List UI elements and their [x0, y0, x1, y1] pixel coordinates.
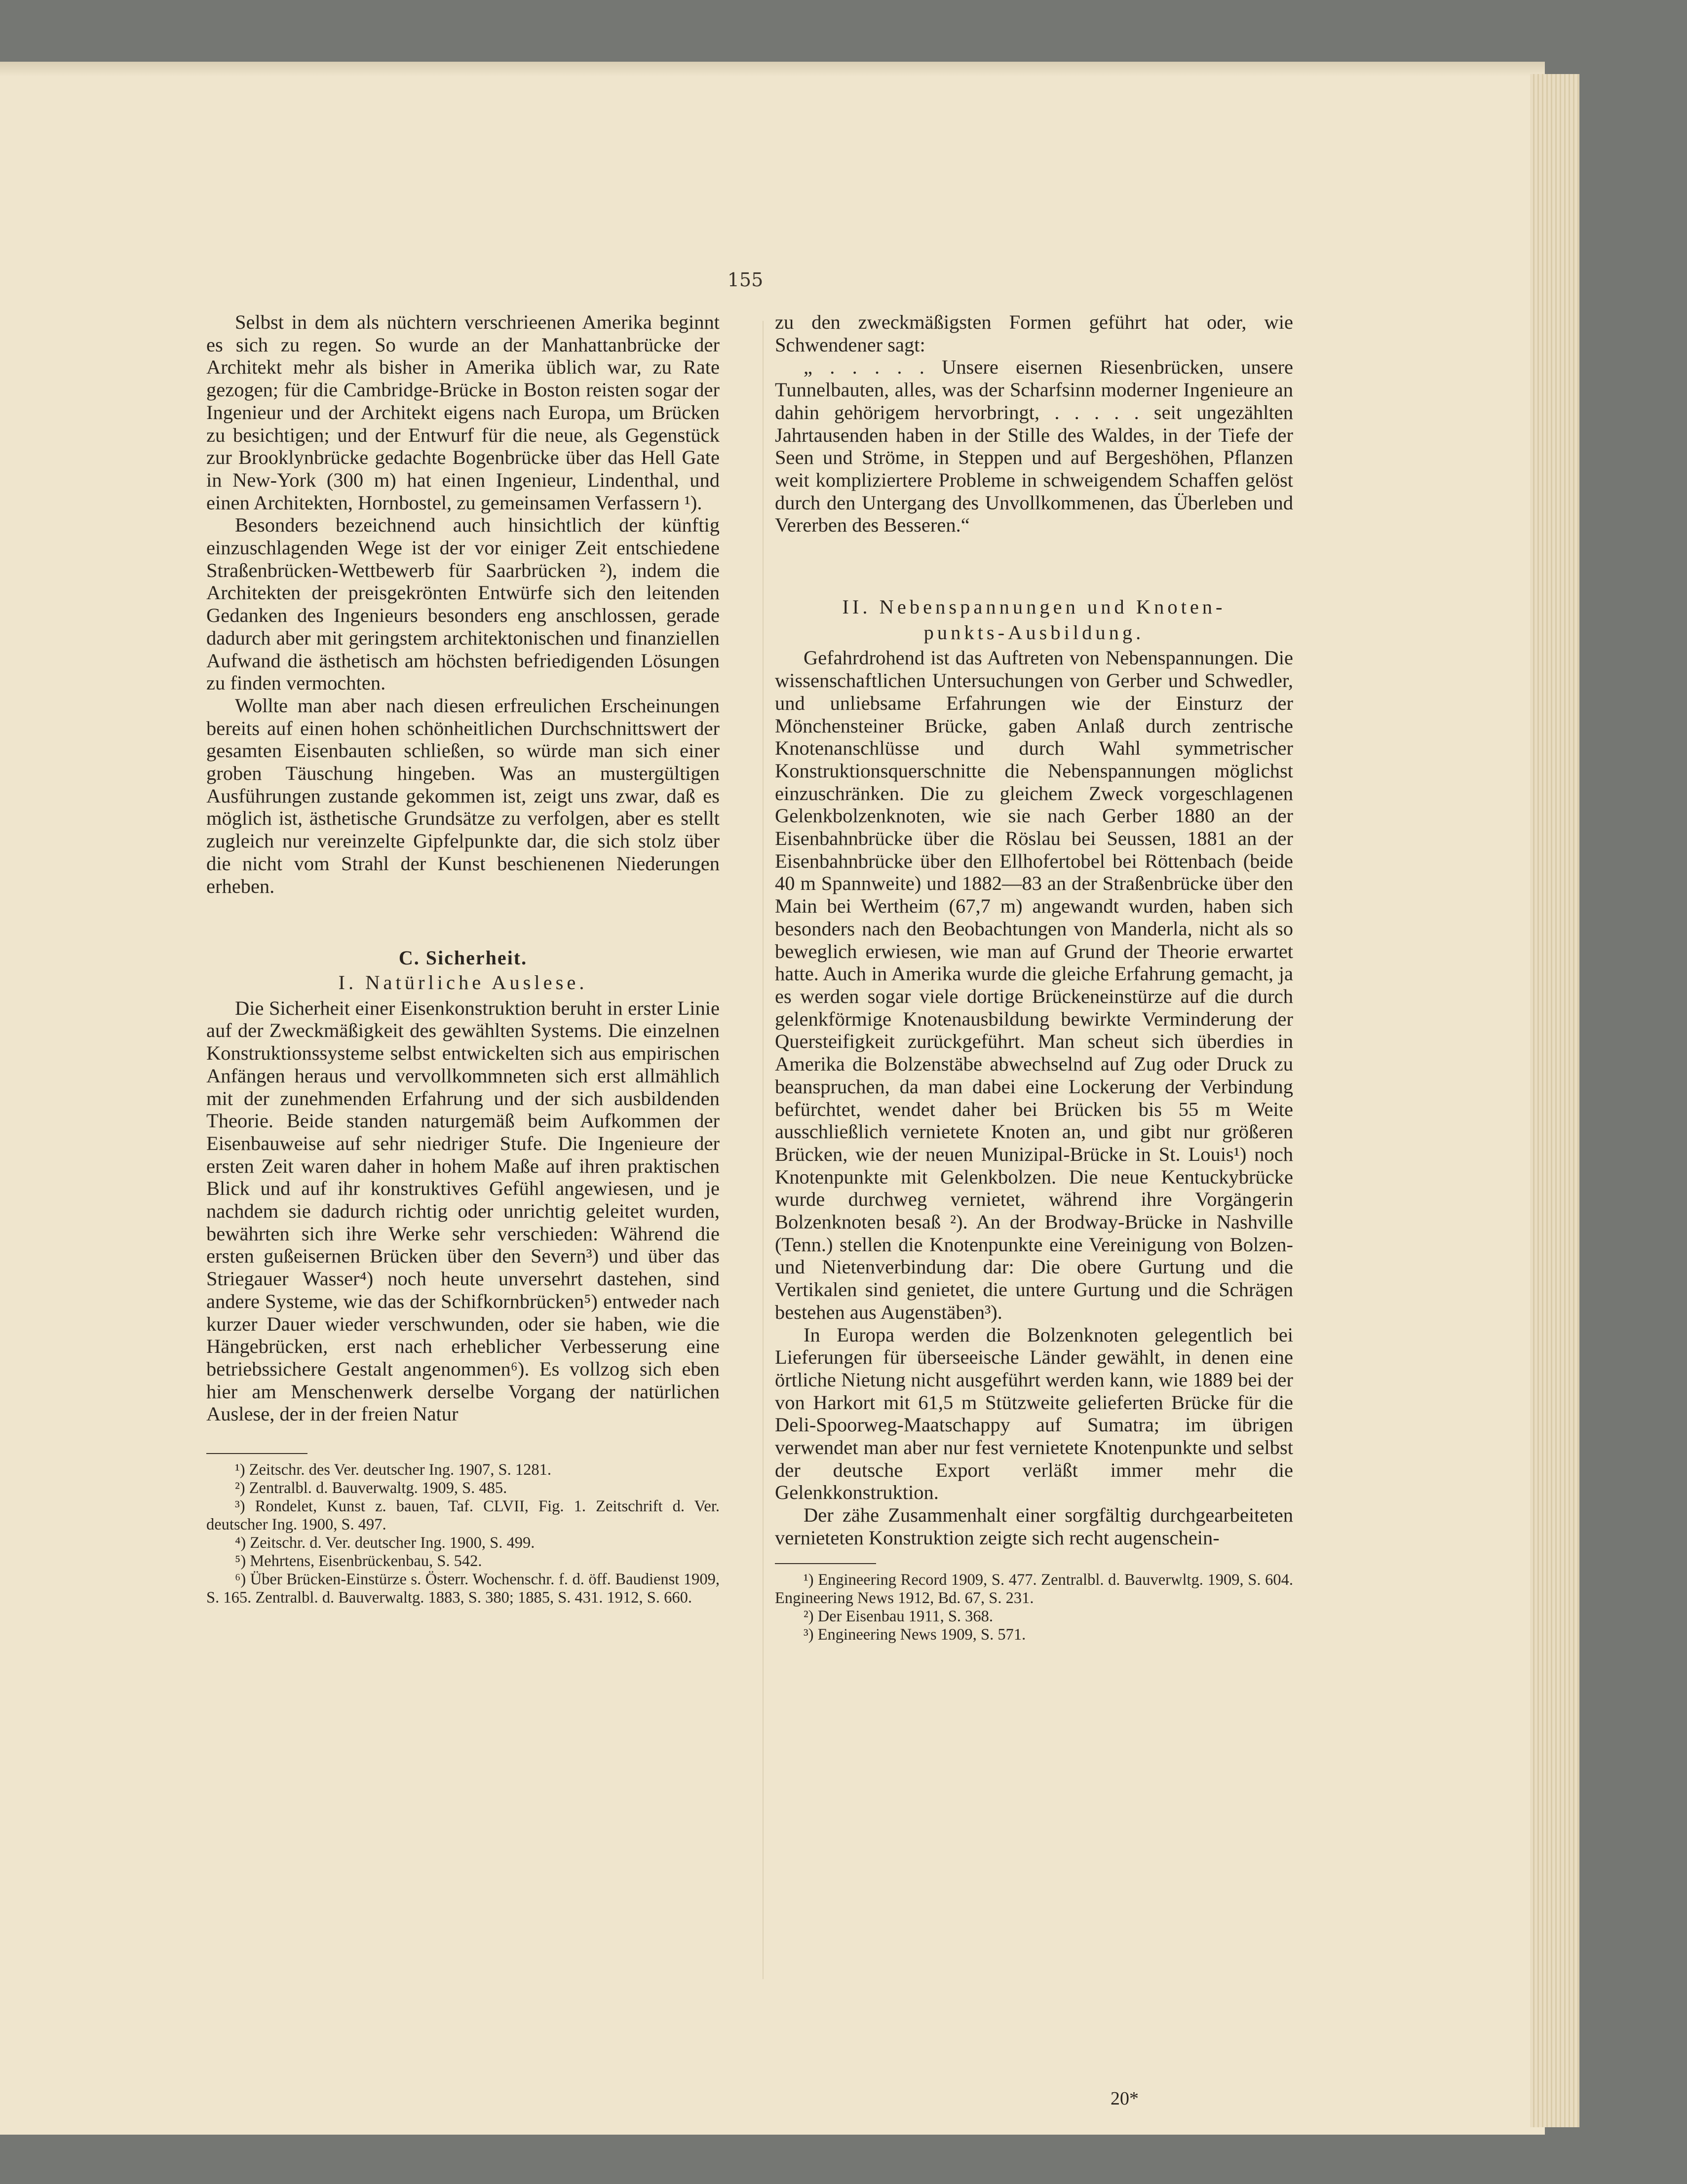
paragraph: Gefahrdrohend ist das Auftreten von Nebenspannungen. Die wissenschaftlichen Untersuchungen von Gerber und Schwedler, und unliebsame Erfahrungen wie der Einsturz der Mönchensteiner Brücke, gaben Anlaß durch zentrische Knotenanschlüsse und durch Wahl symmetrischer Konstruktionsquerschnitte die Nebenspannungen möglichst einzuschränken. Die zu gleichem Zweck vorgeschlagenen Gelenkbolzenknoten, wie sie nach Gerber 1880 an der Eisenbahnbrücke über die Röslau bei Seussen, 1881 an der Eisenbahnbrücke über den Ellhofertobel bei Röttenbach (beide 40 m Spannweite) und 1882—83 an der Straßenbrücke über den Main bei Wertheim (67,7 m) angewandt wurden, haben sich besonders nach den Beobachtungen von Manderla, nicht als so beweglich erwiesen, wie man auf Grund der Theorie erwartet hatte. Auch in Amerika wurde die gleiche Erfahrung gemacht, ja es werden sogar viele dortige Brückeneinstürze auf die durch gelenkförmige Knotenausbildung bewirkte Verminderung der Quersteifigkeit zurückgeführt. Man scheut sich überdies in Amerika die Bolzenstäbe abwechselnd auf Zug oder Druck zu beanspruchen, da man dabei eine Lockerung der Verbindung befürchtet, wendet daher bei Brücken bis 55 m Weite ausschließlich vernietete Knoten an, und gibt nur größeren Brücken, wie der neuen Munizipal-Brücke in St. Louis¹) noch Knotenpunkte mit Gelenkbolzen. Die neue Kentuckybrücke wurde durchweg vernietet, während ihre Vorgängerin Bolzenknoten besaß ²). An der Brodway-Brücke in Nashville (Tenn.) stellen die Knotenpunkte eine Vereinigung von Bolzen- und Nietenverbindung dar: Die obere Gurtung und die Vertikalen sind genietet, die untere Gurtung und die Schrägen bestehen aus Augenstäben³).: [775, 647, 1293, 1323]
paragraph: Besonders bezeichnend auch hinsichtlich der künftig einzuschlagenden Wege ist der vor einiger Zeit entschiedene Straßenbrücken-Wettbewerb für Saarbrücken ²), indem die Architekten der preisgekrönten Entwürfe sich den leitenden Gedanken des Ingenieurs besonders eng anschlossen, gerade dadurch aber mit geringstem architektonischen und finanziellen Aufwand die ästhetisch am höchsten befriedigenden Lösungen zu finden vermochten.: [206, 514, 720, 694]
section-heading: C. Sicherheit.: [398, 947, 528, 969]
paragraph: Der zähe Zusammenhalt einer sorgfältig durchgearbeiteten vernieteten Konstruktion zeigte sich recht augenschein-: [775, 1504, 1293, 1549]
left-column: [206, 311, 720, 1607]
paragraph: Wollte man aber nach diesen erfreulichen Erscheinungen bereits auf einen hohen schönheitlichen Durchschnittswert der gesamten Eisenbauten schließen, so würde man sich einer groben Täuschung hingeben. Was an mustergültigen Ausführungen zustande gekommen ist, zeigt uns zwar, daß es möglich ist, ästhetische Grundsätze zu verfolgen, aber es stellt zugleich nur vereinzelte Gipfelpunkte dar, die sich stolz über die nicht vom Strahl der Kunst beschienenen Niederungen erheben.: [206, 694, 720, 897]
quote: „ . . . . . Unsere eisernen Riesenbrücken, unsere Tunnelbauten, alles, was der Scharfsinn moderner Ingenieure an dahin gehörigem hervorbringt, . . . . . seit ungezählten Jahrtausenden haben in der Stille des Waldes, in der Tiefe der Seen und Ströme, in Steppen und auf Bergeshöhen, Pflanzen weit kompliziertere Probleme in schweigendem Schaffen gelöst durch den Untergang des Unvollkommenen, das Überleben und Vererben des Besseren.“: [775, 356, 1293, 536]
footnote: ⁶) Über Brücken-Einstürze s. Österr. Wochenschr. f. d. öff. Baudienst 1909, S. 165. Zentralbl. d. Bauverwaltg. 1883, S. 380; 1885, S. 431. 1912, S. 660.: [206, 1571, 720, 1607]
footnote: ³) Engineering News 1909, S. 571.: [804, 1625, 1026, 1644]
footnote: ²) Der Eisenbau 1911, S. 368.: [804, 1607, 994, 1625]
paragraph: In Europa werden die Bolzenknoten gelegentlich bei Lieferungen für überseeische Länder gewählt, in denen eine örtliche Nietung nicht ausgeführt werden kann, wie 1889 bei der von Harkort mit 61,5 m Stützweite gelieferten Brücke für die Deli-Spoorweg-Maatschappy auf Sumatra; im übrigen verwendet man aber nur fest vernietete Knotenpunkte und selbst der deutsche Export verläßt immer mehr die Gelenkkonstruktion.: [775, 1323, 1293, 1504]
subheading: I. Natürliche Auslese.: [338, 971, 588, 994]
page-stack-edges: [1530, 74, 1579, 2127]
footnote: ³) Rondelet, Kunst z. bauen, Taf. CLVII, Fig. 1. Zeitschrift d. Ver. deutscher Ing. 1900, S. 497.: [206, 1497, 720, 1534]
footnote: ¹) Engineering Record 1909, S. 477. Zentralbl. d. Bauverwltg. 1909, S. 604. Engineering News 1912, Bd. 67, S. 231.: [775, 1571, 1293, 1607]
footnote: ⁴) Zeitschr. d. Ver. deutscher Ing. 1900, S. 499.: [235, 1534, 535, 1552]
signature-mark: 20*: [1111, 2088, 1139, 2109]
paragraph: Die Sicherheit einer Eisenkonstruktion beruht in erster Linie auf der Zweckmäßigkeit des gewählten Systems. Die einzelnen Konstruktionssysteme selbst entwickelten sich aus empirischen Anfängen heraus und vervollkommneten sich erst allmählich mit der zunehmenden Erfahrung und der sich ausbildenden Theorie. Beide standen naturgemäß beim Aufkommen der Eisenbauweise auf sehr niedriger Stufe. Die Ingenieure der ersten Zeit waren daher in hohem Maße auf ihren praktischen Blick und auf ihr konstruktives Gefühl angewiesen, und je nachdem sie dadurch richtig oder unrichtig geleitet wurden, bewährten sich ihre Werke sehr verschieden: Während die ersten gußeisernen Brücken über den Severn³) und über das Striegauer Wasser⁴) noch heute unversehrt dastehen, sind andere Systeme, wie das der Schifkornbrücken⁵) entweder nach kurzer Dauer wieder verschwunden, oder sie haben, wie die Hängebrücken, erst nach erheblicher Verbesserung eine betriebssichere Gestalt angenommen⁶). Es vollzog sich eben hier am Menschenwerk derselbe Vorgang der natürlichen Auslese, der in der freien Natur: [206, 996, 720, 1425]
paragraph: Selbst in dem als nüchtern verschrieenen Amerika beginnt es sich zu regen. So wurde an der Manhattanbrücke der Architekt mehr als bisher in Amerika üblich war, zu Rate gezogen; für die Cambridge-Brücke in Boston reisten sogar der Ingenieur und der Architekt eigens nach Europa, um Brücken zu besichtigen; und der Entwurf für die neue, als Gegenstück zur Brooklynbrücke gedachte Bogenbrücke über das Hell Gate in New-York (300 m) hat einen Ingenieur, Lindenthal, und einen Architekten, Hornbostel, zu gemeinsamen Verfassern ¹).: [206, 311, 720, 514]
paragraph: zu den zweckmäßigsten Formen geführt hat oder, wie Schwendener sagt:: [775, 311, 1293, 356]
page-number: 155: [727, 269, 764, 291]
column-gutter: [763, 321, 764, 1979]
footnote: ⁵) Mehrtens, Eisenbrückenbau, S. 542.: [235, 1552, 482, 1571]
subheading-line-1: II. Nebenspannungen und Knoten-: [842, 596, 1226, 618]
page-top-edge: [0, 62, 1545, 77]
right-column: [775, 311, 1293, 1644]
footnote: ¹) Zeitschr. des Ver. deutscher Ing. 1907, S. 1281.: [235, 1461, 551, 1479]
footnote-separator: [775, 1563, 876, 1564]
subheading-line-2: punkts-Ausbildung.: [923, 621, 1145, 644]
footnote-separator: [206, 1453, 307, 1454]
footnote: ²) Zentralbl. d. Bauverwaltg. 1909, S. 485.: [235, 1479, 507, 1497]
